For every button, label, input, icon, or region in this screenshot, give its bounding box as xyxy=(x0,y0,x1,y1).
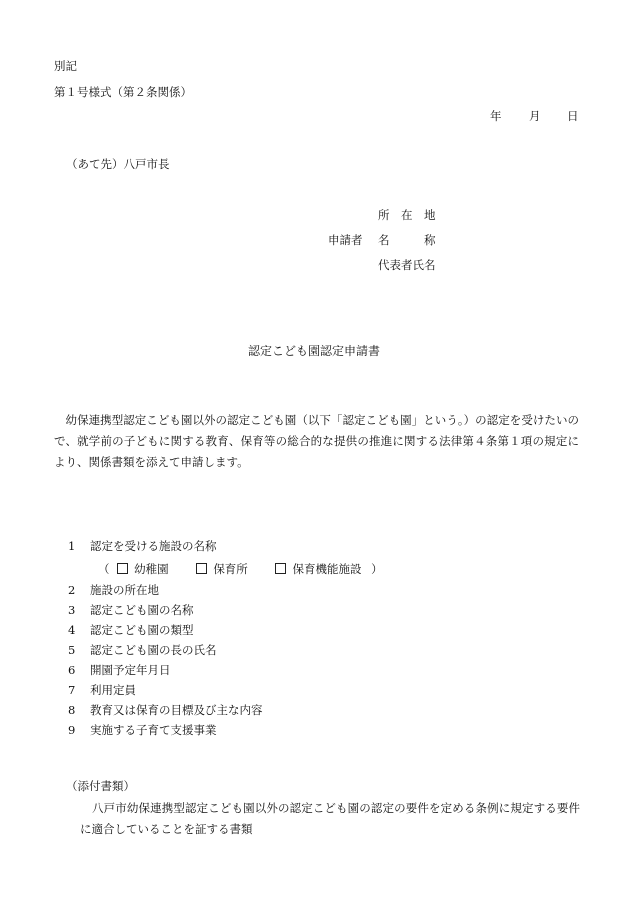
applicant-field-address: 所 在 地 xyxy=(378,208,436,222)
item-number: 1 xyxy=(68,539,76,553)
item-number: 6 xyxy=(68,663,76,677)
paren-close: ） xyxy=(371,562,383,576)
applicant-field-representative: 代表者氏名 xyxy=(378,258,436,272)
item-number: 3 xyxy=(68,603,76,617)
applicant-field-name: 名 称 xyxy=(378,233,436,247)
item-text: 認定こども園の長の氏名 xyxy=(90,643,217,657)
paren-open: （ xyxy=(98,562,110,576)
appendix-label: 別記 xyxy=(54,59,77,73)
item-number: 9 xyxy=(68,723,76,737)
date-month: 月 xyxy=(529,109,541,123)
form-title: 第１号様式（第２条関係） xyxy=(54,85,192,99)
type-option-label: 保育機能施設 xyxy=(292,562,362,576)
item-number: 2 xyxy=(68,583,76,597)
date-year: 年 xyxy=(490,109,502,123)
item-number: 4 xyxy=(68,623,76,637)
item-number: 8 xyxy=(68,703,76,717)
applicant-label: 申請者 xyxy=(328,233,363,247)
type-option-kindergarten[interactable] xyxy=(117,563,169,576)
item-text: 利用定員 xyxy=(90,683,136,697)
type-option-label: 保育所 xyxy=(213,562,248,576)
item-text: 実施する子育て支援事業 xyxy=(90,723,217,737)
type-option-label: 幼稚園 xyxy=(134,562,169,576)
facility-type-options xyxy=(98,563,383,576)
attachments-heading: （添付書類） xyxy=(66,779,135,793)
item-text: 教育又は保育の目標及び主な内容 xyxy=(90,703,263,717)
item-text: 認定こども園の名称 xyxy=(90,603,194,617)
document-title: 認定こども園認定申請書 xyxy=(248,344,381,358)
item-number: 5 xyxy=(68,643,76,657)
type-option-nursery[interactable] xyxy=(196,563,248,576)
item-text: 開園予定年月日 xyxy=(90,663,171,677)
checkbox[interactable] xyxy=(275,563,286,574)
item-text: 認定こども園の類型 xyxy=(90,623,194,637)
date-line xyxy=(490,109,579,123)
item-text: 施設の所在地 xyxy=(90,583,159,597)
item-text: 認定を受ける施設の名称 xyxy=(90,539,217,553)
checkbox[interactable] xyxy=(117,563,128,574)
checkbox[interactable] xyxy=(196,563,207,574)
body-paragraph: 幼保連携型認定こども園以外の認定こども園（以下「認定こども園」という。）の認定を受けたいので、就学前の子どもに関する教育、保育等の総合的な提供の推進に関する法律第４条第１項の規定により、関係書類を添えて申請します。 xyxy=(54,413,579,469)
attachments-text: 八戸市幼保連携型認定こども園以外の認定こども園の認定の要件を定める条例に規定する要件に適合していることを証する書類 xyxy=(80,801,580,836)
date-day: 日 xyxy=(567,109,579,123)
type-option-childcare-facility[interactable] xyxy=(275,563,361,576)
addressee: （あて先）八戸市長 xyxy=(66,157,170,171)
item-number: 7 xyxy=(68,683,76,697)
